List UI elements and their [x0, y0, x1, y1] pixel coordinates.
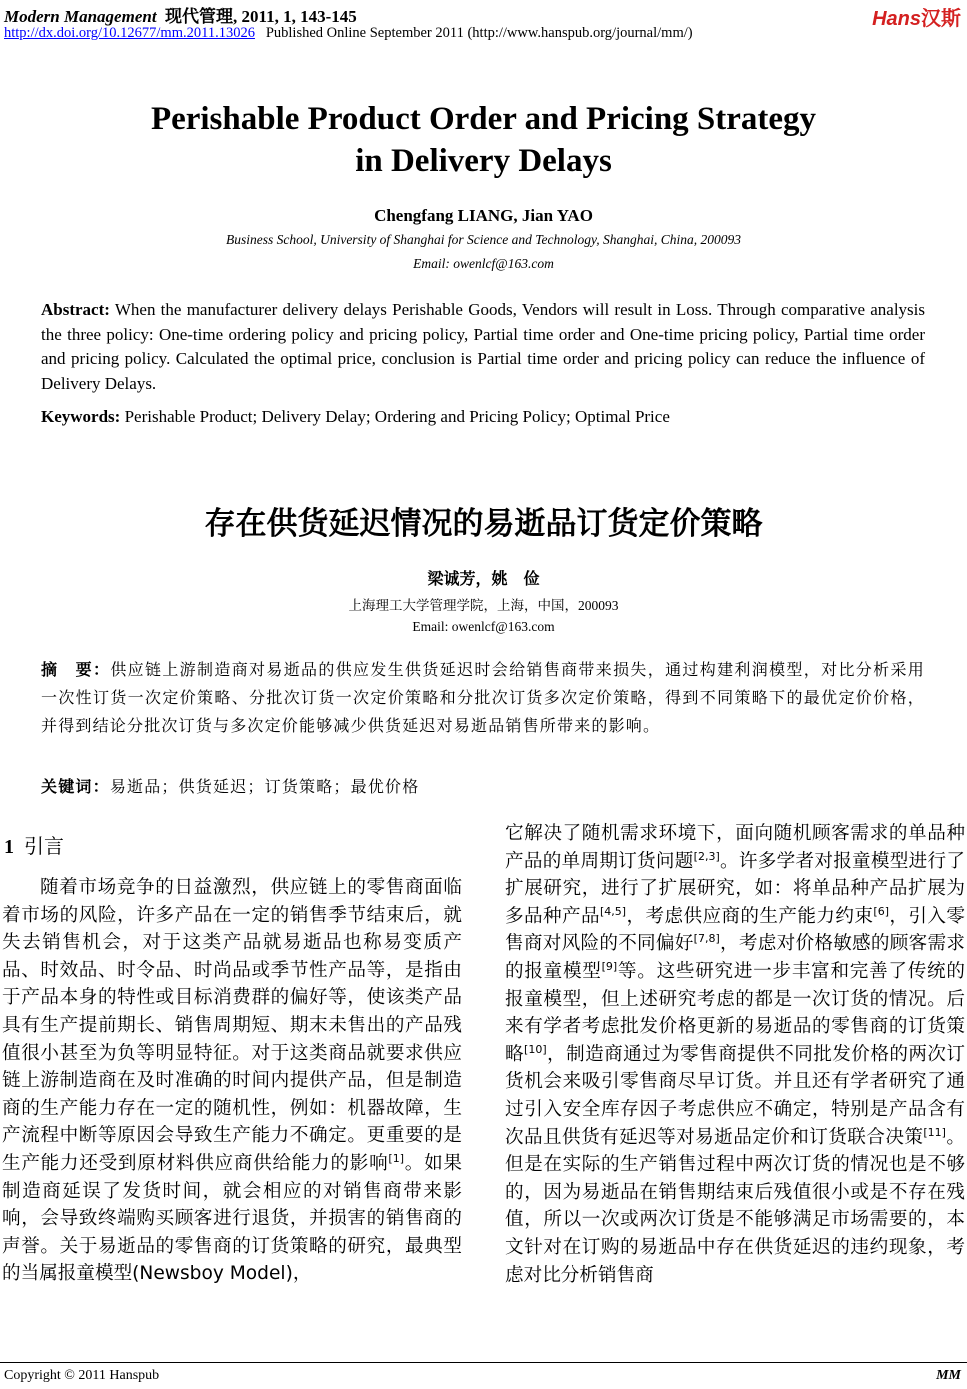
body-text: ，制造商通过为零售商提供不同批发价格的两次订货机会来吸引零售商尽早订货。并且还有学者研究了通过引入安全库存因子考虑供应不确定，特别是产品含有次品且供货有延迟等对易逝品定价和订货联合决策 — [505, 1043, 965, 1148]
title-en — [0, 98, 967, 182]
journal-name: Modern Management — [4, 7, 157, 26]
keywords-text: Perishable Product; Delivery Delay; Ordering and Pricing Policy; Optimal Price — [120, 407, 670, 426]
copyright: Copyright © 2011 Hanspub — [4, 1368, 160, 1383]
citation-ref: [4,5] — [599, 904, 627, 918]
email-en: Email: owenlcf@163.com — [413, 256, 554, 271]
authors-en: Chengfang LIANG, Jian YAO — [374, 206, 593, 225]
citation-ref: [9] — [601, 959, 618, 973]
abstract-en — [41, 298, 925, 396]
body-text: 。但是在实际的生产销售过程中两次订货的情况也是不够的，因为易逝品在销售期结束后残值很小或是不存在残值，所以一次或两次订货是不能够满足市场需要的，本文针对在订购的易逝品中存在供货延迟的违约现象，考虑对比分析销售商 — [505, 1126, 965, 1286]
body-column-left — [2, 874, 462, 1288]
journal-abbr: MM — [936, 1368, 961, 1383]
body-column-right — [505, 820, 965, 1289]
body-text: ，考虑供应商的生产能力约束 — [626, 905, 874, 927]
keywords-label: Keywords: — [41, 407, 121, 426]
citation-ref: [7,8] — [693, 932, 720, 946]
keywords-cn — [41, 774, 419, 797]
published-info: Published Online September 2011 (http://www.hanspub.org/journal/mm/) — [265, 25, 693, 41]
abstract-cn-text: 供应链上游制造商对易逝品的供应发生供货延迟时会给销售商带来损失，通过构建利润模型，对比分析采用一次性订货一次定价策略、分批次订货一次定价策略和分批次订货多次定价策略，得到不同策略下的最优定价价格，并得到结论分批次订货与多次定价能够减少供货延迟对易逝品销售所带来的影响。 — [41, 660, 925, 735]
publisher-logo: Hans汉斯 — [872, 8, 961, 30]
section-number: 1 — [4, 836, 14, 858]
abstract-cn — [41, 656, 925, 740]
section-heading — [4, 830, 64, 859]
affiliation-cn: 上海理工大学管理学院，上海，中国，200093 — [348, 598, 619, 613]
citation-ref: [1] — [388, 1151, 405, 1165]
body-text: ，引入零售商对风险的不同偏好 — [505, 905, 965, 955]
body-text: 等。这些研究进一步丰富和完善了传统的报童模型，但上述研究考虑的都是一次订货的情况。后来有学者考虑批发价格更新的易逝品的零售商的订货策略 — [505, 960, 965, 1065]
citation-ref: [10] — [524, 1042, 547, 1056]
keywords-en — [41, 407, 670, 427]
body-text: 。许多学者对报童模型进行了扩展研究，进行了扩展研究，如：将单品种产品扩展为多品种产品 — [505, 850, 965, 927]
citation-ref: [6] — [873, 904, 889, 918]
abstract-label: Abstract: — [41, 300, 110, 319]
journal-issue: 现代管理, 2011, 1, 143-145 — [165, 7, 357, 26]
title-cn: 存在供货延迟情况的易逝品订货定价策略 — [204, 506, 763, 542]
keywords-cn-label: 关键词： — [41, 777, 110, 796]
body-text: 随着市场竞争的日益激烈，供应链上的零售商面临着市场的风险，许多产品在一定的销售季节结束后，就失去销售机会，对于这类产品就易逝品也称易变质产品、时效品、时令品、时尚品或季节性产品等，是指由于产品本身的特性或目标消费群的偏好等，使该类产品具有生产提前期长、销售周期短、期末未售出的产品残值很小甚至为负等明显特征。对于这类商品就要求供应链上游制造商在及时准确的时间内提供产品，但是制造商的生产能力存在一定的随机性，例如：机器故障，生产流程中断等原因会导致生产能力不确定。更重要的是生产能力还受到原材料供应商供给能力的影响 — [2, 877, 462, 1174]
title-line: in Delivery Delays — [355, 143, 612, 179]
citation-ref: [2,3] — [693, 849, 720, 863]
doi-link[interactable]: http://dx.doi.org/10.12677/mm.2011.13026 — [4, 25, 255, 41]
email-cn: Email: owenlcf@163.com — [412, 619, 555, 634]
affiliation-en: Business School, University of Shanghai for Science and Technology, Shanghai, China, 200093 — [225, 232, 742, 247]
keywords-cn-text: 易逝品；供货延迟；订货策略；最优价格 — [109, 777, 420, 796]
section-title: 引言 — [24, 834, 64, 858]
doi-line — [4, 25, 693, 42]
authors-cn: 梁诚芳，姚 俭 — [427, 569, 540, 588]
journal-header — [4, 2, 357, 27]
abstract-cn-label: 摘 要： — [41, 660, 111, 679]
abstract-text: When the manufacturer delivery delays Perishable Goods, Vendors will result in Loss. Through comparative analysis the three policy: One-time ordering policy and pricing policy, Partial time order and One-time pricing policy, Partial time order and pricing policy. Calculated the optimal price, conclusion is Partial time order and pricing policy can reduce the influence of Delivery Delays. — [41, 300, 925, 393]
citation-ref: [11] — [923, 1125, 946, 1139]
title-line: Perishable Product Order and Pricing Strategy — [150, 101, 817, 137]
footer-rule — [0, 1362, 967, 1363]
body-text: 。如果制造商延误了发货时间，就会相应的对销售商带来影响，会导致终端购买顾客进行退货，并损害的销售商的声誉。关于易逝品的零售商的订货策略的研究，最典型的当属报童模型(Newsboy Model)， — [2, 1152, 462, 1285]
body-text: 它解决了随机需求环境下，面向随机顾客需求的单品种产品的单周期订货问题 — [505, 823, 965, 872]
body-text: ，考虑对价格敏感的顾客需求的报童模型 — [505, 933, 965, 982]
